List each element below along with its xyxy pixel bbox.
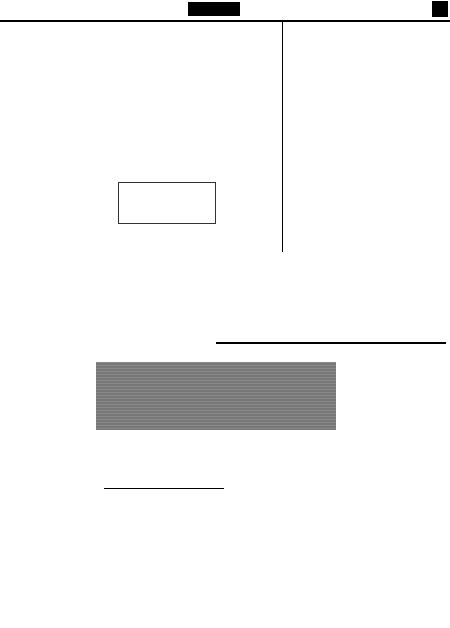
section-label	[188, 2, 240, 16]
section-rule	[216, 342, 446, 344]
landscape-photo	[96, 362, 336, 430]
column-divider	[282, 22, 283, 252]
article-text-block	[4, 24, 100, 152]
divider	[104, 488, 224, 489]
page-number	[432, 1, 448, 17]
calligraphy-box	[118, 182, 216, 224]
